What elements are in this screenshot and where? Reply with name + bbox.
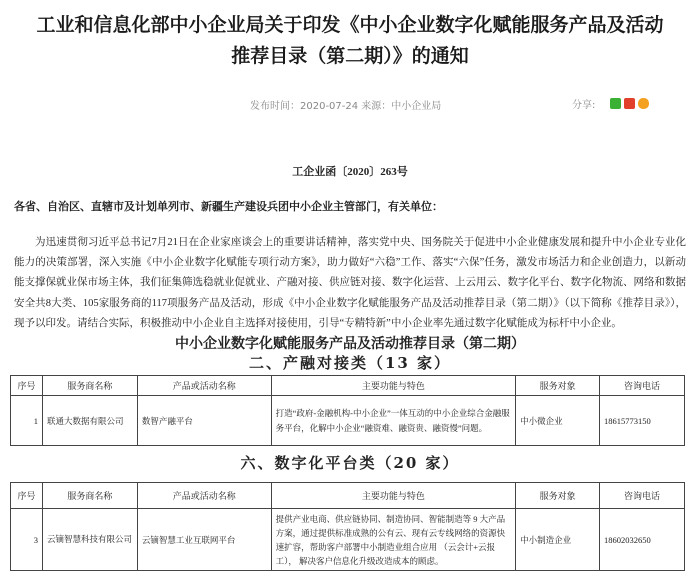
catalog-title: 中小企业数字化赋能服务产品及活动推荐目录（第二期） <box>175 336 525 352</box>
article-title <box>0 10 700 72</box>
col-header: 咨询电话 <box>600 376 685 396</box>
document-number: 工企业函〔2020〕263号 <box>292 166 408 178</box>
table-header <box>11 376 685 396</box>
col-header: 服务对象 <box>516 483 600 509</box>
table-header <box>11 483 685 509</box>
cell-features: 提供产业电商、供应链协同、制造协同、智能制造等 9 大产品方案，通过提供标准成熟的公有云、现有云专线网络的资源快速扩容，帮助客户部署中小制造业组合应用 （云会计+云报工）， 解决客户信息化升级改造成本的顾虑。 <box>271 509 516 571</box>
cell-phone: 18615773150 <box>600 396 685 446</box>
col-header: 产品或活动名称 <box>137 483 271 509</box>
cell-target: 中小制造企业 <box>516 509 600 571</box>
cell-no: 1 <box>11 396 43 446</box>
cell-no: 3 <box>11 509 43 571</box>
addressee: 各省、自治区、直辖市及计划单列市、新疆生产建设兵团中小企业主管部门，有关单位： <box>14 201 443 213</box>
cell-product: 数智产融平台 <box>137 396 271 446</box>
col-header: 产品或活动名称 <box>137 376 271 396</box>
body-paragraph: 为迅速贯彻习近平总书记7月21日在企业家座谈会上的重要讲话精神，落实党中央、国务院关于促进中小企业健康发展和提升中小企业专业化能力的决策部署，深入实施《中小企业数字化赋能专项行动方案》，助力做好“六稳”工作、落实“六保”任务，激发市场活力和企业创造力，以新动能支撑保就业保市场主体，我们征集筛选稳就业促就业、产融对接、供应链对接、数字化运营、上云用云、数字化平台、数字化物流、网络和数据安全共8大类、105家服务商的117项服务产品及活动，形成《中小企业数字化赋能服务产品及活动推荐目录（第二期）》（以下简称《推荐目录》），现予以印发。请结合实际，积极推动中小企业自主选择对接使用，引导“专精特新”中小企业率先通过数字化赋能成为标杆中小企业。 <box>14 237 686 329</box>
table-row <box>11 509 685 571</box>
col-header: 主要功能与特色 <box>271 376 516 396</box>
table-row <box>11 396 685 446</box>
title-line-2: 推荐目录（第二期）》的通知 <box>231 45 469 67</box>
cell-provider: 云镝智慧科技有限公司 <box>42 509 137 571</box>
col-header: 服务商名称 <box>42 483 137 509</box>
cell-features: 打造“政府-金融机构-中小企业”一体互动的中小企业综合金融服务平台，化解中小企业“融资难、融资贵、融资慢”问题。 <box>271 396 516 446</box>
col-header: 主要功能与特色 <box>271 483 516 509</box>
cell-phone: 18602032650 <box>600 509 685 571</box>
share-bar <box>572 96 649 111</box>
cell-product: 云镝智慧工业互联网平台 <box>137 509 271 571</box>
col-header: 序号 <box>11 483 43 509</box>
col-header: 服务商名称 <box>42 376 137 396</box>
col-header: 服务对象 <box>516 376 600 396</box>
weibo-icon[interactable] <box>624 98 635 109</box>
section-heading: 二、产融对接类（13 家） <box>248 354 452 372</box>
cell-provider: 联通大数据有限公司 <box>42 396 137 446</box>
share-label: 分享: <box>572 100 596 111</box>
cell-target: 中小微企业 <box>516 396 600 446</box>
catalog-table <box>10 482 685 571</box>
section-heading: 六、数字化平台类（20 家） <box>240 454 460 472</box>
col-header: 序号 <box>11 376 43 396</box>
publish-meta: 发布时间：2020-07-24 来源：中小企业局 <box>250 101 442 112</box>
wechat-icon[interactable] <box>610 98 621 109</box>
col-header: 咨询电话 <box>600 483 685 509</box>
title-line-1: 工业和信息化部中小企业局关于印发《中小企业数字化赋能服务产品及活动 <box>36 14 664 36</box>
qq-icon[interactable] <box>638 98 649 109</box>
catalog-table <box>10 375 685 446</box>
